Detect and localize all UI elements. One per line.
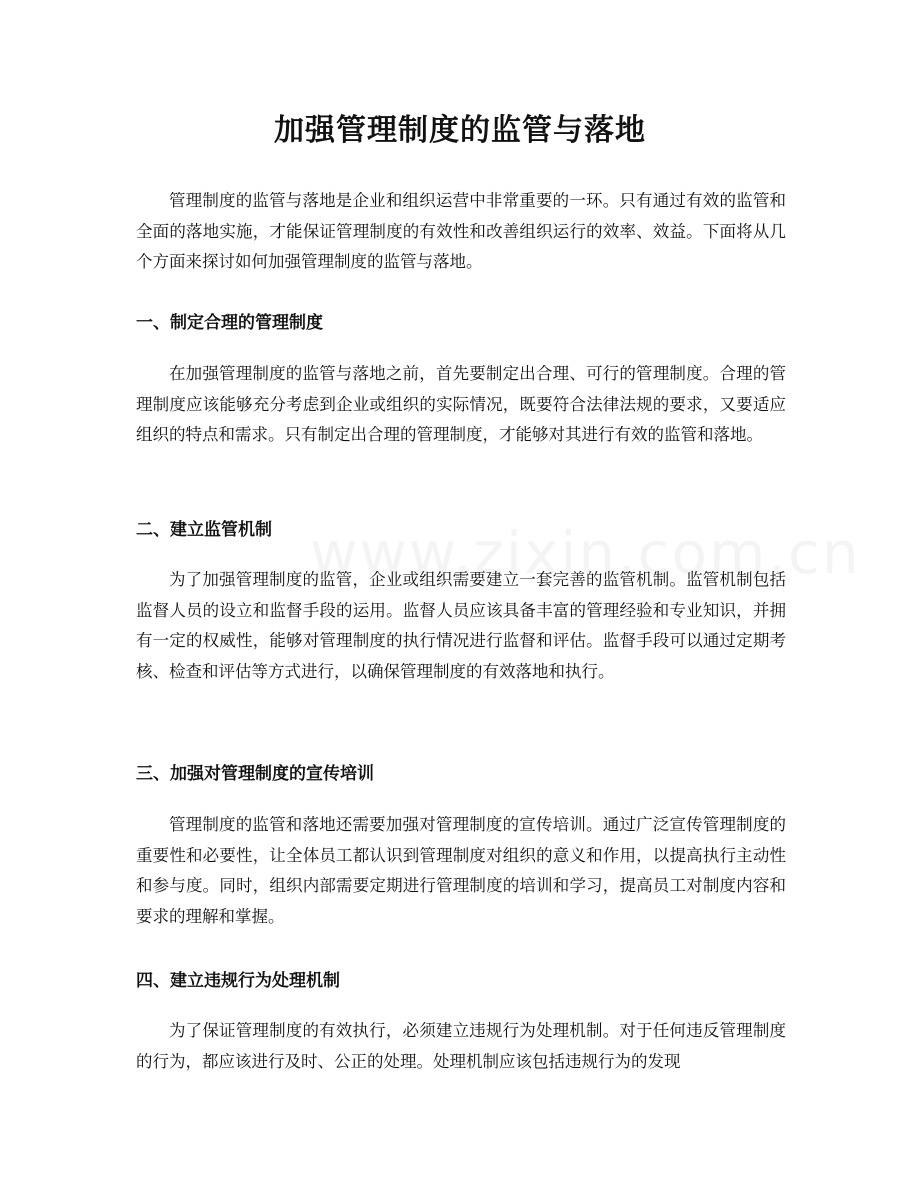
section-2-body: 为了加强管理制度的监管，企业或组织需要建立一套完善的监管机制。监管机制包括监督人员的设立和监督手段的运用。监督人员应该具备丰富的管理经验和专业知识，并拥有一定的权威性，能够对管理制度的执行情况进行监督和评估。监督手段可以通过定期考核、检查和评估等方式进行，以确保管理制度的有效落地和执行。 [136,570,786,681]
section-4-heading: 四、建立违规行为处理机制 [136,971,340,991]
section-1-heading: 一、制定合理的管理制度 [136,313,323,333]
page-title: 加强管理制度的监管与落地 [274,113,646,148]
intro-paragraph: 管理制度的监管与落地是企业和组织运营中非常重要的一环。只有通过有效的监管和全面的落地实施，才能保证管理制度的有效性和改善组织运行的效率、效益。下面将从几个方面来探讨如何加强管理制度的监管与落地。 [136,191,786,271]
section-4-body: 为了保证管理制度的有效执行，必须建立违规行为处理机制。对于任何违反管理制度的行为，都应该进行及时、公正的处理。处理机制应该包括违规行为的发现 [136,1021,786,1071]
section-1-body: 在加强管理制度的监管与落地之前，首先要制定出合理、可行的管理制度。合理的管理制度应该能够充分考虑到企业或组织的实际情况，既要符合法律法规的要求，又要适应组织的特点和需求。只有制定出合理的管理制度，才能够对其进行有效的监管和落地。 [136,364,786,444]
section-3-heading: 三、加强对管理制度的宣传培训 [136,764,374,784]
section-2-heading: 二、建立监管机制 [136,520,272,540]
section-3-body: 管理制度的监管和落地还需要加强对管理制度的宣传培训。通过广泛宣传管理制度的重要性和必要性，让全体员工都认识到管理制度对组织的意义和作用，以提高执行主动性和参与度。同时，组织内部需要定期进行管理制度的培训和学习，提高员工对制度内容和要求的理解和掌握。 [136,815,786,926]
